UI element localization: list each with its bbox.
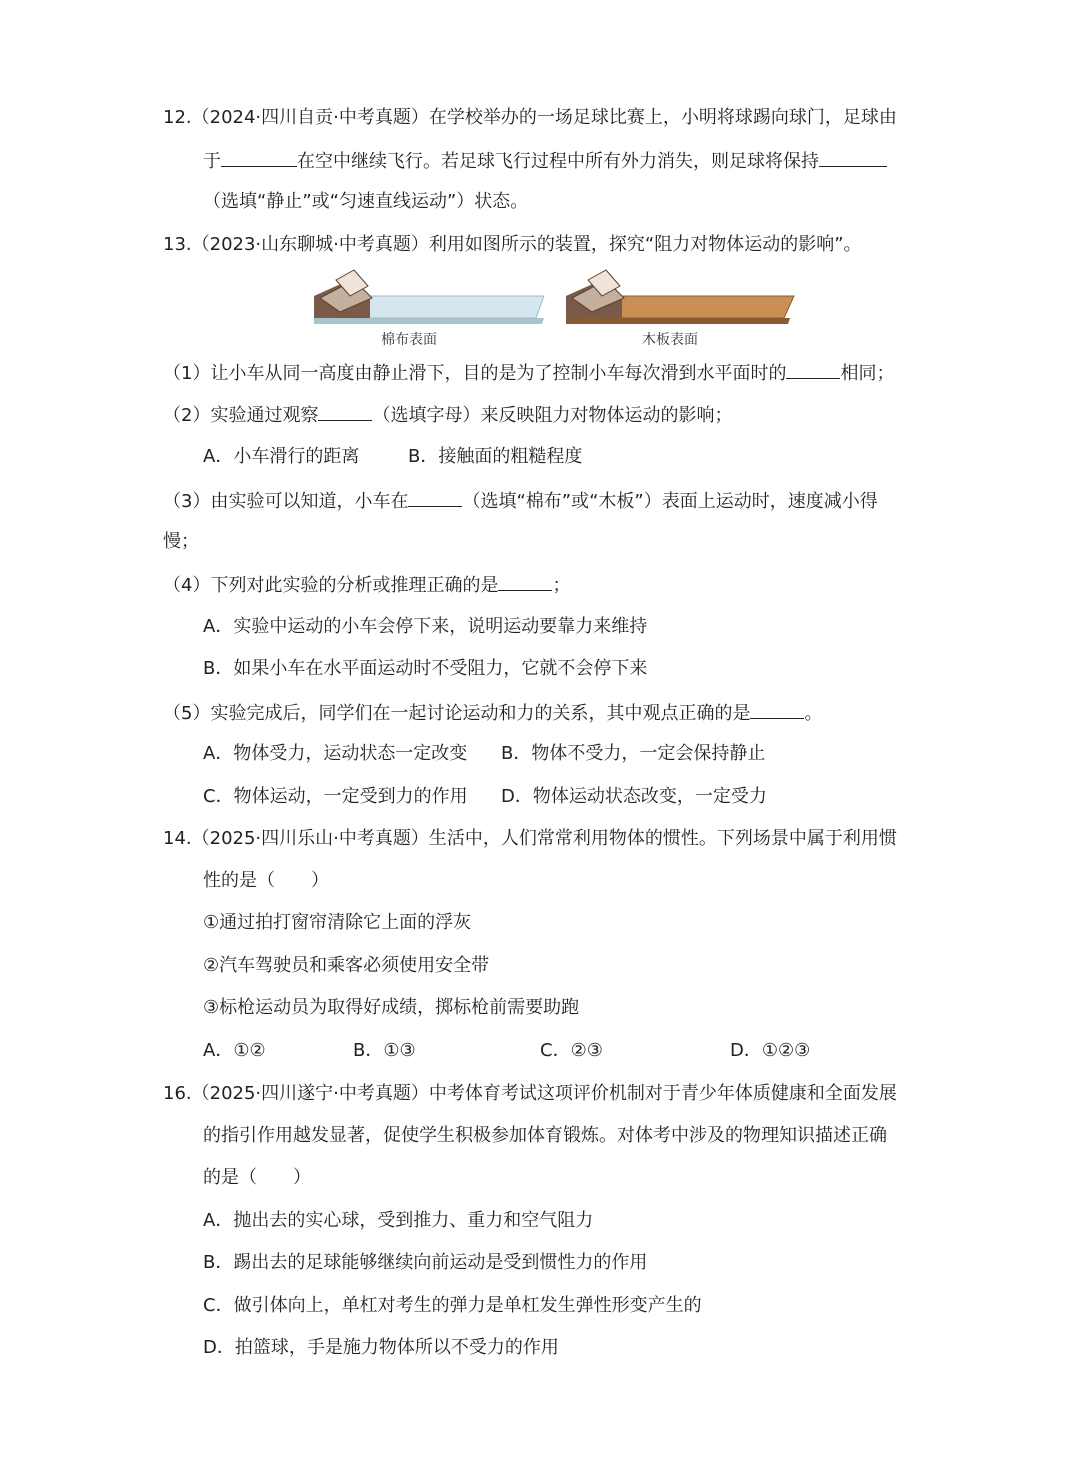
- q16-line2: 的指引作用越发显著，促使学生积极参加体育锻炼。对体考中涉及的物理知识描述正确: [203, 1125, 887, 1146]
- answer-blank[interactable]: [221, 148, 297, 167]
- option-c: C．②③: [540, 1040, 603, 1061]
- q13-part5-options-row1: [203, 742, 765, 766]
- option-b: B．如果小车在水平面运动时不受阻力，它就不会停下来: [203, 658, 648, 679]
- q13-part2: [163, 402, 732, 428]
- answer-blank[interactable]: [318, 402, 372, 421]
- q13-text: 相同；: [840, 363, 895, 384]
- q12-text: 在空中继续飞行。若足球飞行过程中所有外力消失，则足球将保持: [297, 151, 819, 172]
- q14-options: [203, 1039, 810, 1063]
- option-a: A．物体受力，运动状态一定改变: [203, 743, 468, 764]
- q13-text: （选填字母）来反映阻力对物体运动的影响；: [372, 405, 733, 426]
- caption-cloth: 棉布表面: [381, 332, 437, 348]
- q12-line3: （选填“静止”或“匀速直线运动”）状态。: [203, 191, 529, 212]
- q13-part4: [163, 572, 570, 598]
- option-b: B．踢出去的足球能够继续向前运动是受到惯性力的作用: [203, 1252, 648, 1273]
- q13-text: （选填“棉布”或“木板”）表面上运动时，速度减小得: [462, 491, 878, 512]
- option-a: A．实验中运动的小车会停下来，说明运动要靠力来维持: [203, 616, 648, 637]
- q16-line3: 的是（ ）: [203, 1167, 311, 1188]
- option-b: B．物体不受力，一定会保持静止: [501, 743, 766, 764]
- wood-surface-figure: [566, 270, 794, 324]
- q14-item2: ②汽车驾驶员和乘客必须使用安全带: [203, 955, 490, 976]
- option-b: B．①③: [353, 1040, 416, 1061]
- answer-blank[interactable]: [750, 700, 804, 719]
- answer-blank[interactable]: [408, 488, 462, 507]
- option-c: C．物体运动，一定受到力的作用: [203, 786, 468, 807]
- answer-blank[interactable]: [786, 360, 840, 379]
- q13-text: （1）让小车从同一高度由静止滑下，目的是为了控制小车每次滑到水平面时的: [163, 363, 787, 384]
- option-d: D．物体运动状态改变，一定受力: [501, 786, 767, 807]
- q13-part3: [163, 488, 878, 514]
- q13-part1: [163, 360, 894, 386]
- q13-part2-options: [203, 445, 582, 469]
- option-d: D．拍篮球，手是施力物体所以不受力的作用: [203, 1337, 559, 1358]
- answer-blank[interactable]: [819, 148, 887, 167]
- q13-text: （4）下列对此实验的分析或推理正确的是: [163, 575, 499, 596]
- cloth-surface-figure: [314, 270, 544, 324]
- q13-line1: 13.（2023·山东聊城·中考真题）利用如图所示的装置，探究“阻力对物体运动的影响”。: [163, 234, 862, 255]
- q13-text: 。: [804, 703, 823, 724]
- caption-wood: 木板表面: [642, 332, 698, 348]
- q13-text: （2）实验通过观察: [163, 405, 319, 426]
- q13-text: （3）由实验可以知道，小车在: [163, 491, 409, 512]
- option-a: A．小车滑行的距离: [203, 446, 360, 467]
- q13-part5-options-row2: [203, 785, 767, 809]
- q12-text: 于: [203, 151, 221, 172]
- option-c: C．做引体向上，单杠对考生的弹力是单杠发生弹性形变产生的: [203, 1295, 702, 1316]
- option-a: A．抛出去的实心球，受到推力、重力和空气阻力: [203, 1210, 594, 1231]
- option-d: D．①②③: [730, 1040, 811, 1061]
- q13-text: （5）实验完成后，同学们在一起讨论运动和力的关系，其中观点正确的是: [163, 703, 751, 724]
- option-b: B．接触面的粗糙程度: [408, 446, 583, 467]
- q14-line2: 性的是（ ）: [203, 870, 329, 891]
- q13-part3-cont: 慢；: [163, 531, 199, 552]
- q16-line1: 16.（2025·四川遂宁·中考真题）中考体育考试这项评价机制对于青少年体质健康和全面发展: [163, 1083, 897, 1104]
- answer-blank[interactable]: [498, 572, 552, 591]
- q14-item1: ①通过拍打窗帘清除它上面的浮灰: [203, 912, 472, 933]
- experiment-figure: [310, 266, 800, 328]
- q12-line1: 12.（2024·四川自贡·中考真题）在学校举办的一场足球比赛上，小明将球踢向球门，足球由: [163, 107, 897, 128]
- q14-line1: 14.（2025·四川乐山·中考真题）生活中，人们常常利用物体的惯性。下列场景中属于利用惯: [163, 828, 897, 849]
- q14-item3: ③标枪运动员为取得好成绩，掷标枪前需要助跑: [203, 997, 580, 1018]
- q12-line2: [203, 148, 887, 174]
- q13-part5: [163, 700, 822, 726]
- option-a: A．①②: [203, 1040, 266, 1061]
- q13-text: ；: [552, 575, 571, 596]
